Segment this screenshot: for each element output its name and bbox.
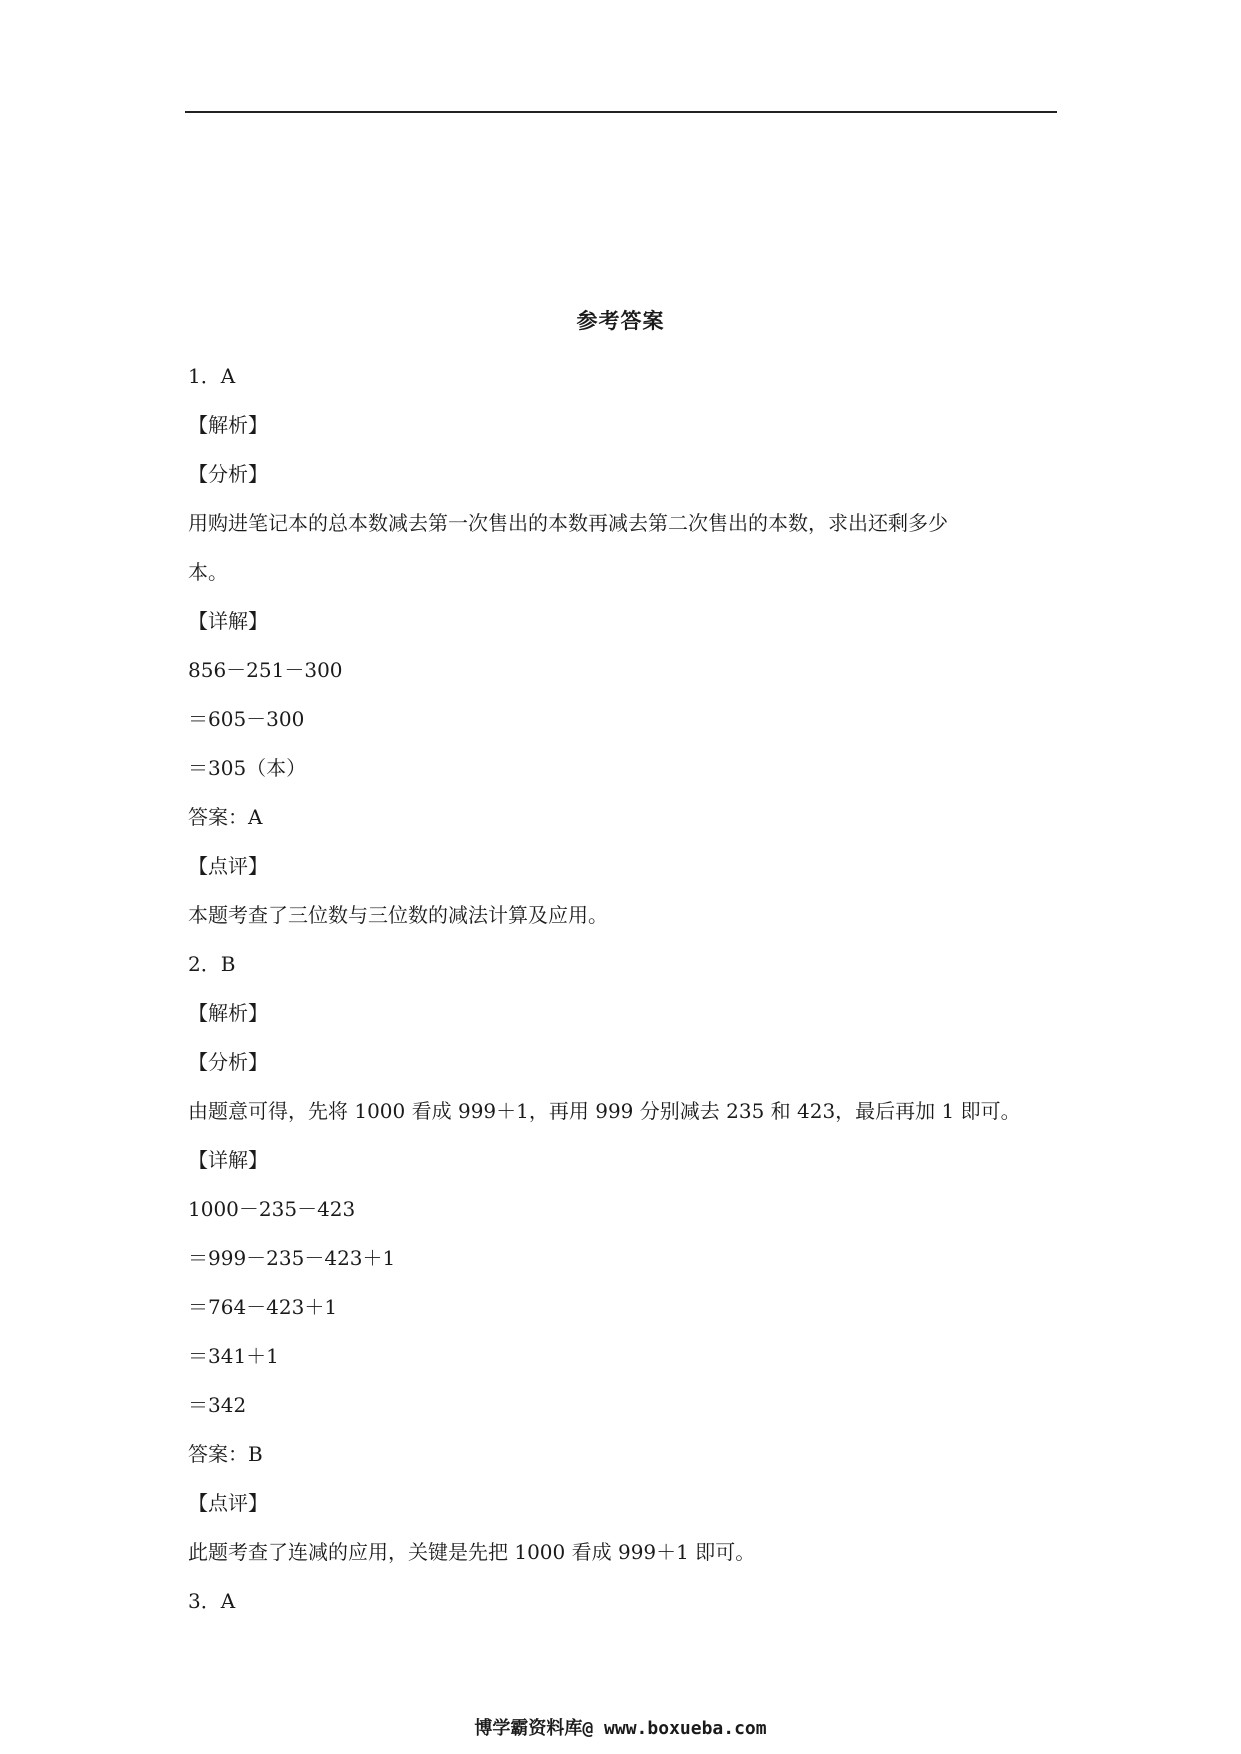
q2-calc-step: ＝342 [188,1393,247,1417]
q1-xiangjie-label: 【详解】 [188,609,268,633]
q1-fenxi-text-cont: 本。 [188,560,228,584]
q2-calc-step: 1000－235－423 [188,1197,356,1221]
q2-answer: 2．B [188,952,236,976]
page-title: 参考答案 [576,309,665,333]
q2-dianping-text: 此题考查了连减的应用，关键是先把 1000 看成 999＋1 即可。 [188,1540,756,1564]
q1-final-answer: 答案：A [188,805,263,829]
q2-fenxi-text: 由题意可得，先将 1000 看成 999＋1，再用 999 分别减去 235 和 423，最后再加 1 即可。 [188,1099,1021,1123]
q2-calc-step: ＝341＋1 [188,1344,279,1368]
q2-xiangjie-label: 【详解】 [188,1148,268,1172]
q1-calc-step: 856－251－300 [188,658,343,682]
q1-fenxi-text: 用购进笔记本的总本数减去第一次售出的本数再减去第二次售出的本数，求出还剩多少 [188,511,948,535]
q1-calc-step: ＝305（本） [188,756,307,780]
q1-calc-step: ＝605－300 [188,707,305,731]
q1-jiexi-label: 【解析】 [188,413,268,437]
q2-jiexi-label: 【解析】 [188,1001,268,1025]
footer-watermark: 博学霸资料库@ www.boxueba.com [474,1718,767,1739]
q1-dianping-label: 【点评】 [188,854,268,878]
q3-answer: 3．A [188,1589,236,1613]
q2-dianping-label: 【点评】 [188,1491,268,1515]
q2-calc-step: ＝764－423＋1 [188,1295,338,1319]
q1-fenxi-label: 【分析】 [188,462,268,486]
answer-content [188,352,1058,1626]
q2-calc-step: ＝999－235－423＋1 [188,1246,396,1270]
q2-fenxi-label: 【分析】 [188,1050,268,1074]
q1-dianping-text: 本题考查了三位数与三位数的减法计算及应用。 [188,903,608,927]
header-rule [185,111,1057,113]
q1-answer: 1．A [188,364,236,388]
q2-final-answer: 答案：B [188,1442,263,1466]
